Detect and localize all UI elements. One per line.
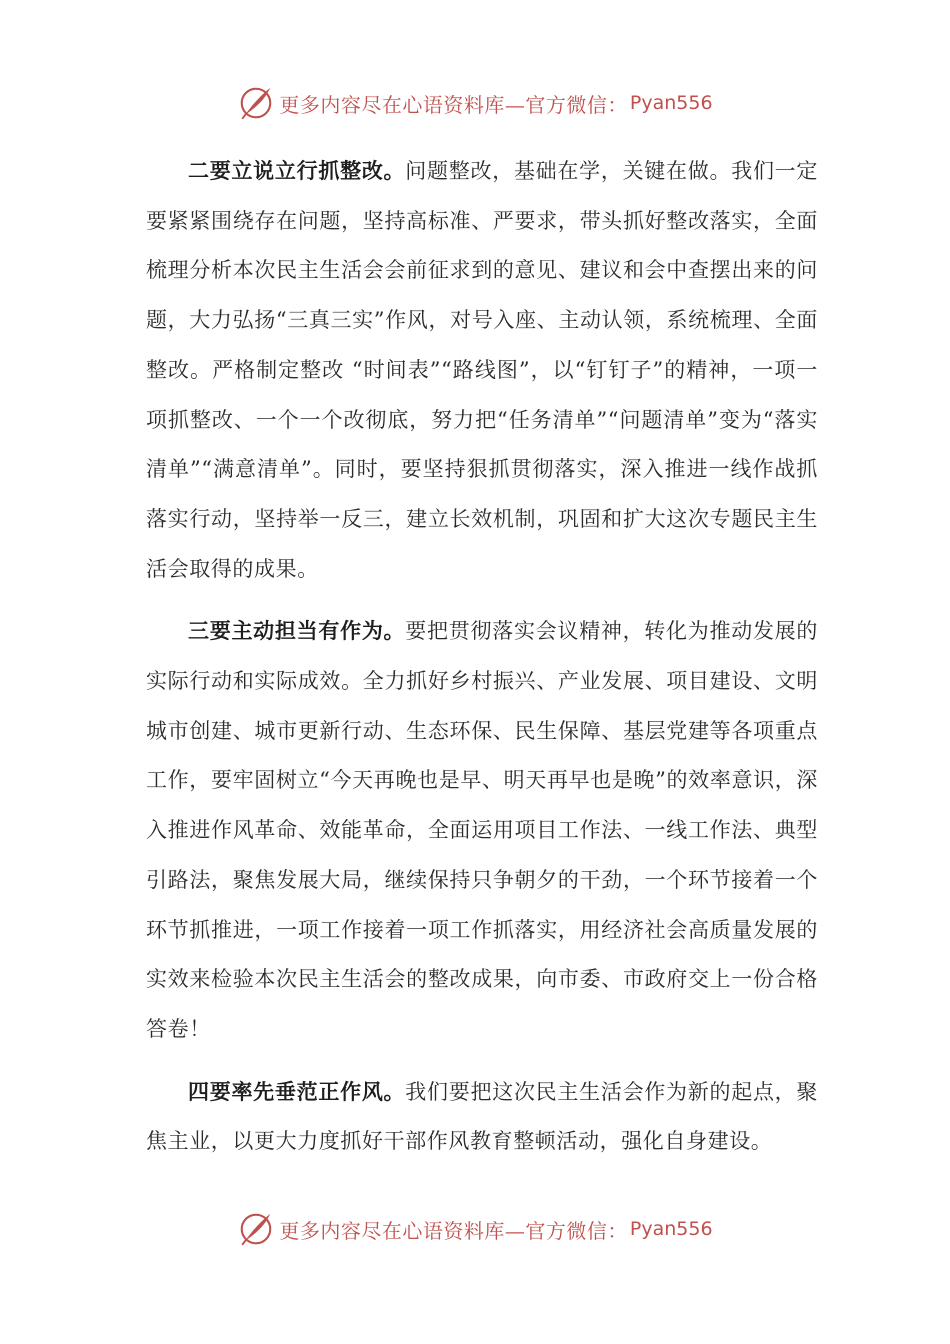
watermark-text: 更多内容尽在心语资料库—官方微信： xyxy=(279,1218,628,1243)
document-body xyxy=(146,146,818,1179)
paragraph-text: 问题整改，基础在学，关键在做。我们一定要紧紧围绕存在问题，坚持高标准、严要求，带头抓好整改落实，全面梳理分析本次民主生活会会前征求到的意见、建议和会中查摆出来的问题，大力弘扬“三真三实”作风，对号入座、主动认领，系统梳理、全面整改。严格制定整改 “时间表”“路线图”，以“钉钉子”的精神，一项一项抓整改、一个一个改彻底，努力把“任务清单”“问题清单”变为“落实清单”“满意清单”。同时，要坚持狠抓贯彻落实，深入推进一线作战抓落实行动，坚持举一反三，建立长效机制，巩固和扩大这次专题民主生活会取得的成果。 xyxy=(146,159,819,581)
quill-pen-logo-icon xyxy=(237,1210,275,1248)
paragraph-rectification xyxy=(146,146,818,594)
paragraph-text: 我们要把这次民主生活会作为新的起点，聚焦主业，以更大力度抓好干部作风教育整顿活动，强化自身建设。 xyxy=(146,1079,819,1154)
watermark-text: 更多内容尽在心语资料库—官方微信： xyxy=(279,92,628,117)
paragraph-text: 要把贯彻落实会议精神，转化为推动发展的实际行动和实际成效。全力抓好乡村振兴、产业发展、项目建设、文明城市创建、城市更新行动、生态环保、民生保障、基层党建等各项重点工作，要牢固树立“今天再晚也是早、明天再早也是晚”的效率意识，深入推进作风革命、效能革命，全面运用项目工作法、一线工作法、典型引路法，聚焦发展大局，继续保持只争朝夕的干劲，一个环节接着一个环节抓推进，一项工作接着一项工作抓落实，用经济社会高质量发展的实效来检验本次民主生活会的整改成果，向市委、市政府交上一份合格答卷！ xyxy=(146,619,819,1041)
paragraph-initiative xyxy=(146,606,818,1054)
paragraph-lead: 二要立说立行抓整改。 xyxy=(188,158,406,183)
footer-watermark-banner xyxy=(0,1206,950,1252)
paragraph-work-style xyxy=(146,1067,818,1167)
paragraph-lead: 四要率先垂范正作风。 xyxy=(188,1078,406,1104)
wechat-id: Pyan556 xyxy=(629,1218,713,1240)
wechat-id: Pyan556 xyxy=(629,92,713,114)
paragraph-lead: 三要主动担当有作为。 xyxy=(188,618,406,644)
header-watermark-banner xyxy=(0,80,950,126)
quill-pen-logo-icon xyxy=(237,84,275,122)
